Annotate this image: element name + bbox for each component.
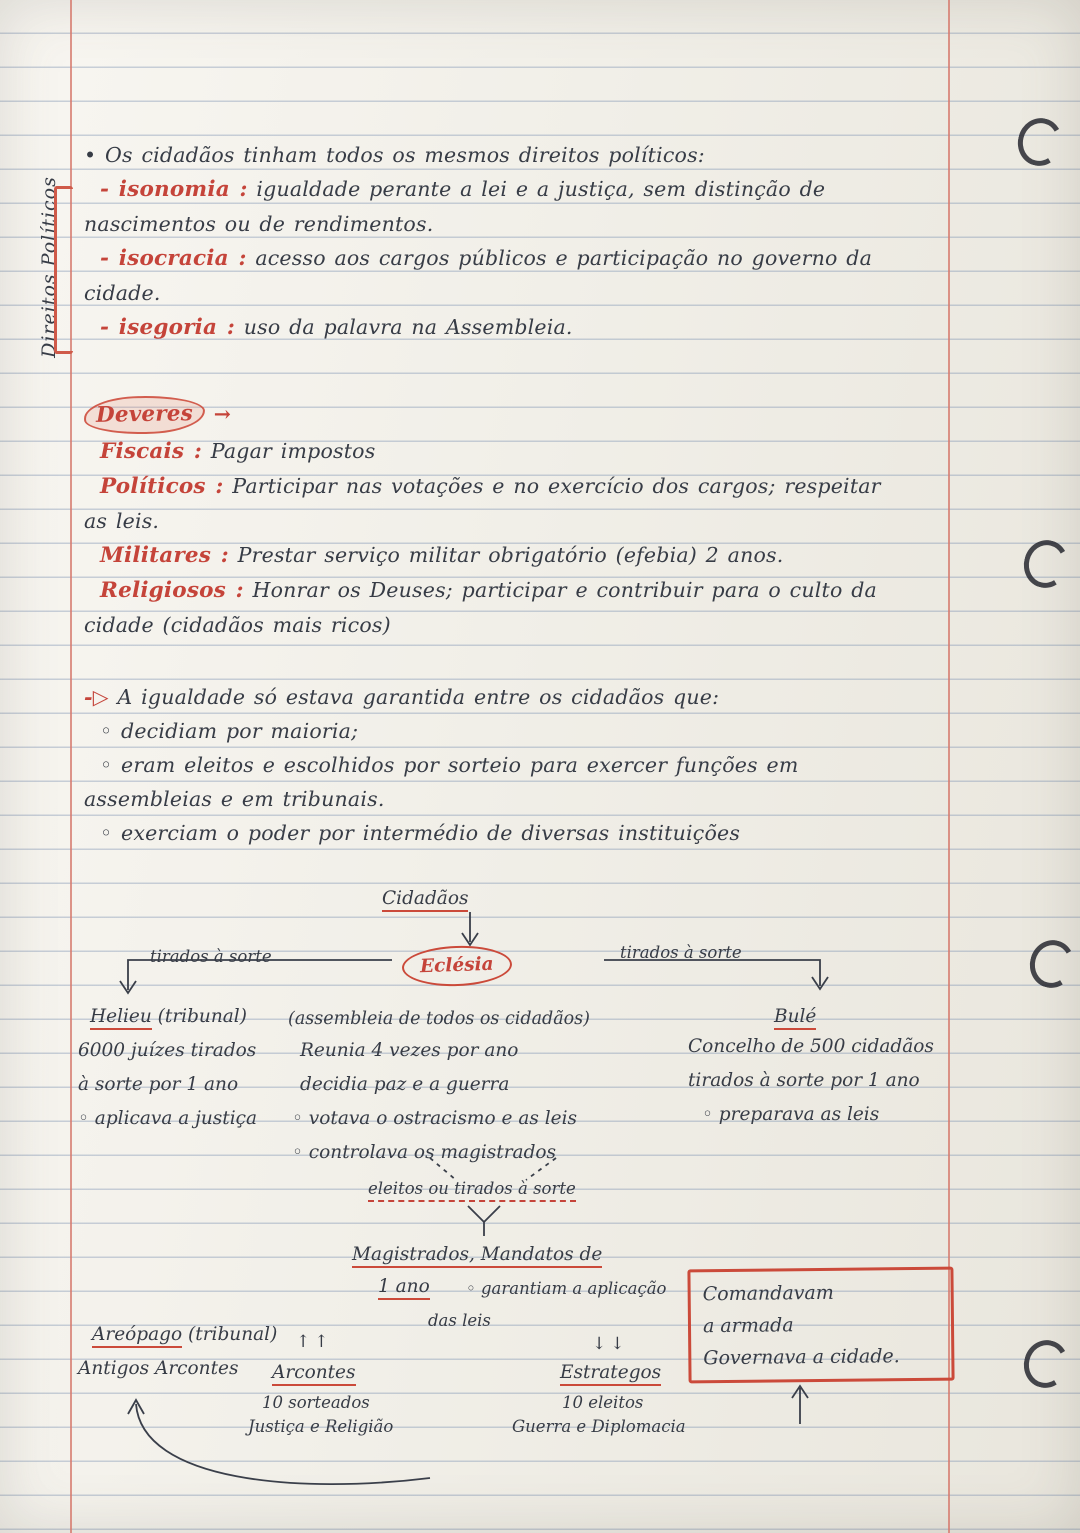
helieu-name: Helieu bbox=[90, 1006, 152, 1030]
term-politicos: Políticos : bbox=[100, 474, 224, 499]
bule-line-3: ◦ preparava as leis bbox=[702, 1104, 880, 1125]
equality-note-section bbox=[84, 680, 886, 850]
duties-heading bbox=[84, 396, 886, 434]
eclesia-line-1: Reunia 4 vezes por ano bbox=[300, 1040, 519, 1061]
cidadaos-label: Cidadãos bbox=[382, 888, 468, 912]
left-link-label: tirados à sorte bbox=[150, 947, 272, 966]
term-isonomia: - isonomia : bbox=[100, 177, 248, 202]
term-religiosos: Religiosos : bbox=[100, 578, 244, 603]
rights-item-isegoria bbox=[84, 310, 886, 345]
def-religiosos: Honrar os Deuses; participar e contribuir para o culto da cidade (cidadãos mais ricos) bbox=[84, 578, 877, 637]
selection-label-text: eleitos ou tirados à sorte bbox=[368, 1179, 576, 1202]
margin-vertical-label: Direitos Políticos bbox=[38, 176, 60, 358]
right-link-label: tirados à sorte bbox=[620, 943, 742, 962]
areopago-subtitle: Antigos Arcontes bbox=[78, 1358, 239, 1379]
command-box-line-1: Comandavam bbox=[702, 1281, 834, 1306]
eclesia-line-4: ◦ controlava os magistrados bbox=[292, 1142, 557, 1163]
areopago-suffix: (tribunal) bbox=[188, 1324, 278, 1345]
node-areopago bbox=[92, 1318, 277, 1352]
rights-bracket bbox=[54, 186, 73, 354]
duties-arrow-icon: → bbox=[213, 402, 232, 426]
helieu-line-1: 6000 juízes tirados bbox=[78, 1040, 257, 1061]
magistrados-note-2: das leis bbox=[428, 1311, 491, 1330]
node-cidadaos bbox=[382, 882, 468, 916]
duty-religiosos bbox=[84, 573, 886, 642]
def-politicos: Participar nas votações e no exercício dos cargos; respeitar as leis. bbox=[84, 474, 881, 533]
duties-title: Deveres bbox=[84, 395, 206, 435]
arrow-cidadaos-down bbox=[462, 912, 478, 945]
helieu-line-3: ◦ aplicava a justiça bbox=[78, 1108, 258, 1129]
node-helieu-title bbox=[90, 1000, 247, 1034]
term-militares: Militares : bbox=[100, 543, 229, 568]
def-isegoria: uso da palavra na Assembleia. bbox=[243, 315, 573, 339]
eclesia-subtitle: (assembleia de todos os cidadãos) bbox=[288, 1009, 590, 1029]
triangle-arrow-icon: -▷ bbox=[84, 685, 109, 709]
duty-fiscais bbox=[84, 434, 886, 469]
def-isonomia: igualdade perante a lei e a justiça, sem distinção de nascimentos ou de rendimentos. bbox=[84, 177, 826, 236]
term-fiscais: Fiscais : bbox=[100, 439, 203, 464]
def-militares: Prestar serviço militar obrigatório (efebia) 2 anos. bbox=[237, 543, 784, 567]
def-isocracia: acesso aos cargos públicos e participação no governo da cidade. bbox=[84, 246, 873, 305]
political-rights-section bbox=[84, 138, 886, 345]
duty-politicos bbox=[84, 469, 886, 538]
node-arcontes bbox=[272, 1356, 356, 1390]
command-box-line-3: Governava a cidade. bbox=[703, 1345, 900, 1370]
rights-item-isocracia bbox=[84, 241, 886, 310]
eclesia-line-3: ◦ votava o ostracismo e as leis bbox=[292, 1108, 578, 1129]
node-magistrados bbox=[352, 1238, 602, 1272]
estrategos-line-1: 10 eleitos bbox=[562, 1393, 644, 1412]
areopago-name: Areópago bbox=[92, 1324, 182, 1348]
bule-details bbox=[688, 1030, 934, 1132]
command-box bbox=[687, 1267, 954, 1384]
up-arrows-icon: ↑↑ bbox=[296, 1332, 333, 1352]
helieu-suffix: (tribunal) bbox=[157, 1006, 247, 1027]
equality-bullet-1: ◦ decidiam por maioria; bbox=[100, 719, 359, 743]
magistrados-note-1: ◦ garantiam a aplicação bbox=[466, 1279, 667, 1298]
node-bule-title bbox=[774, 1000, 816, 1034]
magistrados-term-text: 1 ano bbox=[378, 1276, 430, 1300]
duties-section bbox=[84, 396, 886, 642]
estrategos-line-2: Guerra e Diplomacia bbox=[512, 1417, 686, 1436]
magistrados-term bbox=[378, 1270, 430, 1304]
node-estrategos bbox=[560, 1356, 661, 1390]
arrow-selection-down bbox=[468, 1206, 500, 1236]
arrow-box-up bbox=[792, 1386, 808, 1424]
equality-lead: A igualdade só estava garantida entre os cidadãos que: bbox=[117, 685, 720, 709]
rights-item-isonomia bbox=[84, 172, 886, 241]
node-eclesia bbox=[402, 946, 512, 986]
selection-label bbox=[368, 1172, 576, 1206]
arcontes-title: Arcontes bbox=[272, 1362, 356, 1386]
arcontes-line-1: 10 sorteados bbox=[262, 1393, 370, 1412]
rights-intro: • Os cidadãos tinham todos os mesmos direitos políticos: bbox=[84, 143, 705, 167]
equality-lead-row bbox=[84, 680, 886, 714]
helieu-details bbox=[78, 1034, 257, 1136]
arcontes-line-2: Justiça e Religião bbox=[248, 1417, 394, 1436]
eclesia-label: Eclésia bbox=[401, 944, 512, 988]
equality-bullet-2: ◦ eram eleitos e escolhidos por sorteio para exercer funções em assembleias e em tribunais. bbox=[84, 753, 799, 811]
equality-bullet-3: ◦ exerciam o poder por intermédio de diversas instituições bbox=[100, 821, 741, 845]
term-isocracia: - isocracia : bbox=[100, 246, 247, 271]
eclesia-details bbox=[292, 1034, 578, 1170]
magistrados-title: Magistrados, Mandatos de bbox=[352, 1244, 602, 1268]
down-arrows-icon: ↓↓ bbox=[592, 1334, 629, 1354]
term-isegoria: - isegoria : bbox=[100, 315, 235, 340]
def-fiscais: Pagar impostos bbox=[210, 439, 376, 463]
bule-label: Bulé bbox=[774, 1006, 816, 1030]
duty-militares bbox=[84, 538, 886, 573]
command-box-line-2: a armada bbox=[702, 1314, 794, 1338]
eclesia-line-2: decidia paz e a guerra bbox=[300, 1074, 510, 1095]
bule-line-2: tirados à sorte por 1 ano bbox=[688, 1070, 920, 1091]
estrategos-title: Estrategos bbox=[560, 1362, 661, 1386]
bule-line-1: Concelho de 500 cidadãos bbox=[688, 1036, 934, 1057]
helieu-line-2: à sorte por 1 ano bbox=[78, 1074, 239, 1095]
